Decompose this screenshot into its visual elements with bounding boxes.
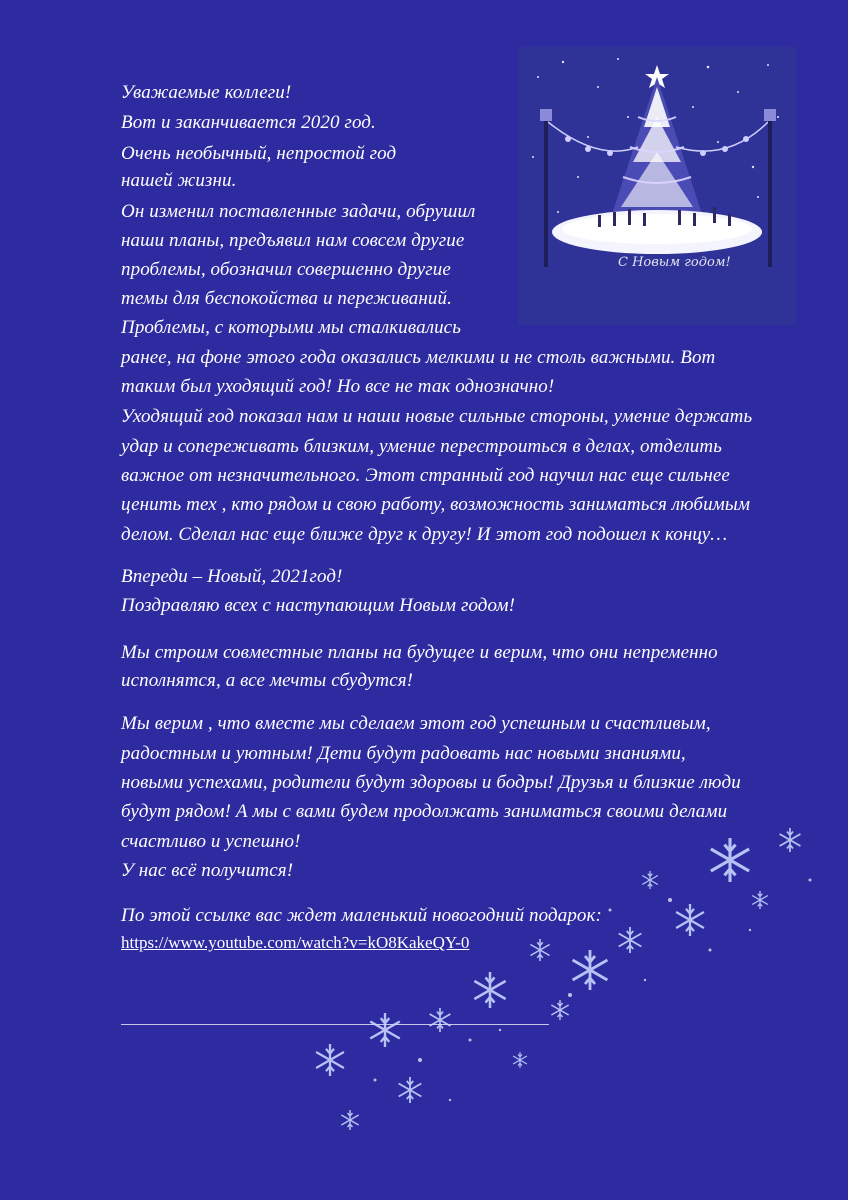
- text-line: ранее, на фоне этого года оказались мелкими и не столь важными. Вот: [121, 347, 716, 368]
- text-line: Мы верим , что вместе мы сделаем этот год успешным и счастливым,: [121, 713, 711, 734]
- text-line: По этой ссылке вас ждет маленький новогодний подарок:: [121, 905, 602, 926]
- text-line: Поздравляю всех с наступающим Новым годом!: [121, 595, 516, 616]
- greeting: Уважаемые коллеги!: [121, 82, 292, 103]
- text-line: будут рядом! А мы с вами будем продолжать заниматься своими делами: [121, 801, 728, 822]
- snowflake-decoration-icon: [290, 800, 848, 1200]
- text-line: нашей жизни.: [121, 170, 237, 191]
- text-line: делом. Сделал нас еще ближе друг к другу! И этот год подошел к концу…: [121, 524, 728, 545]
- text-line: Впереди – Новый, 2021год!: [121, 566, 343, 587]
- text-line: темы для беспокойства и переживаний.: [121, 288, 452, 309]
- text-line: Очень необычный, непростой год: [121, 143, 397, 164]
- christmas-tree-icon: [518, 47, 796, 325]
- text-line: радостным и уютным! Дети будут радовать нас новыми знаниями,: [121, 743, 686, 764]
- text-line: Уходящий год показал нам и наши новые сильные стороны, умение держать: [121, 406, 753, 427]
- text-line: ценить тех , кто рядом и свою работу, возможность заниматься любимым: [121, 494, 751, 515]
- card-caption: С Новым годом!: [618, 255, 731, 270]
- text-line: Проблемы, с которыми мы сталкивались: [121, 317, 461, 338]
- text-line: удар и сопереживать близким, умение перестроиться в делах, отделить: [121, 436, 722, 457]
- christmas-card-image: [518, 47, 796, 325]
- text-line: Он изменил поставленные задачи, обрушил: [121, 201, 476, 222]
- text-line: Мы строим совместные планы на будущее и верим, что они непременно: [121, 642, 718, 663]
- text-line: проблемы, обозначил совершенно другие: [121, 259, 451, 280]
- text-line: исполнятся, а все мечты сбудутся!: [121, 670, 414, 691]
- text-line: важное от незначительного. Этот странный год научил нас еще сильнее: [121, 465, 730, 486]
- text-line: счастливо и успешно!: [121, 831, 301, 852]
- text-line: У нас всё получится!: [121, 860, 294, 881]
- text-line: наши планы, предъявил нам совсем другие: [121, 230, 465, 251]
- text-line: новыми успехами, родители будут здоровы и бодры! Друзья и близкие люди: [121, 772, 741, 793]
- youtube-link[interactable]: https://www.youtube.com/watch?v=kO8KakeQY-0: [121, 933, 470, 952]
- text-line: таким был уходящий год! Но все не так однозначно!: [121, 376, 555, 397]
- text-line: Вот и заканчивается 2020 год.: [121, 112, 376, 133]
